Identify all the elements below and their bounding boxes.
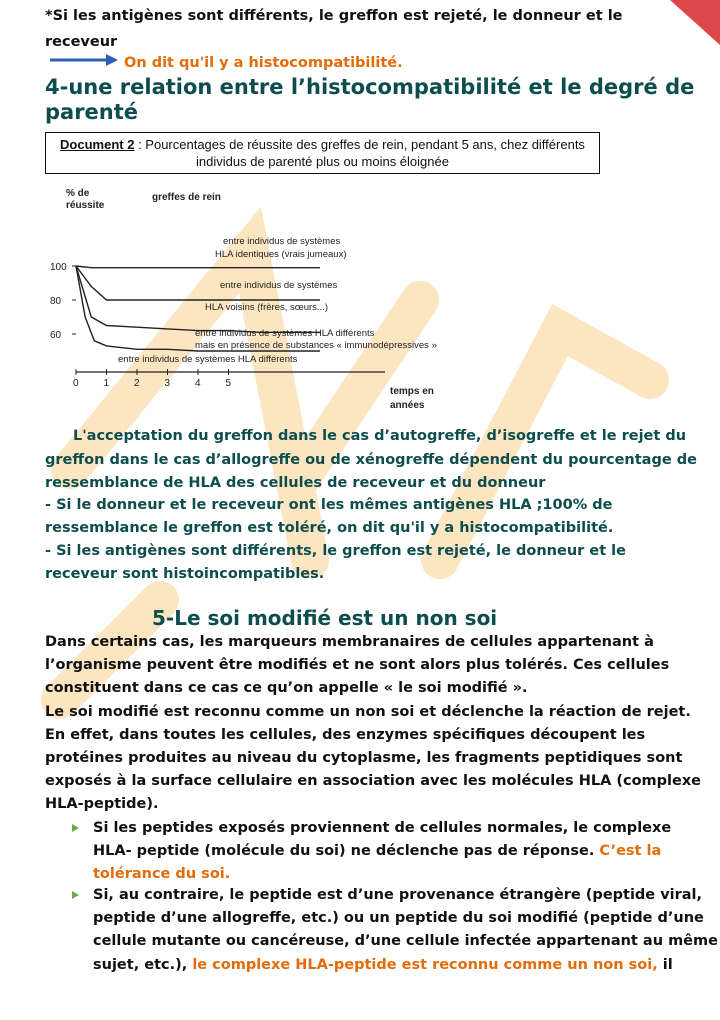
x-tick-label: 2 bbox=[134, 378, 140, 389]
bullet-2-line-1: Si, au contraire, le peptide est d’une provenance étrangère (peptide viral, bbox=[93, 887, 703, 903]
x-axis-label-line-1: temps en bbox=[390, 386, 434, 397]
para1-line-7: receveur sont histoincompatibles. bbox=[45, 566, 325, 582]
section-5-line-1: Dans certains cas, les marqueurs membranaires de cellules appartenant à bbox=[45, 634, 654, 650]
intro-line-2: receveur bbox=[45, 34, 118, 50]
para1-line-6: - Si les antigènes sont différents, le greffon est rejeté, le donneur et le bbox=[45, 543, 626, 559]
document-2-label: Document 2 bbox=[60, 137, 135, 152]
section-5-line-8: HLA-peptide). bbox=[45, 796, 159, 812]
series-line-immuno bbox=[76, 266, 320, 332]
y-tick-label: 80 bbox=[50, 296, 62, 307]
kidney-graft-chart bbox=[40, 180, 460, 415]
bullet-2-line-2: peptide d’une allogreffe, etc.) ou un peptide du soi modifié (peptide d’une bbox=[93, 910, 704, 926]
section-5-line-7: exposés à la surface cellulaire en association avec les molécules HLA (complexe bbox=[45, 773, 702, 789]
para1-line-3: ressemblance de HLA des cellules de receveur et du donneur bbox=[45, 475, 546, 491]
x-axis-label-line-2: années bbox=[390, 400, 425, 411]
document-2-caption bbox=[45, 132, 600, 174]
series-label-identical-line-2: HLA identiques (vrais jumeaux) bbox=[215, 249, 347, 260]
para1-line-2: greffon dans le cas d’allogreffe ou de xénogreffe dépendent du pourcentage de bbox=[45, 452, 697, 468]
series-label-immuno-line-1: entre individus de systèmes HLA différents bbox=[195, 328, 375, 339]
histocompat-note: On dit qu'il y a histocompatibilité. bbox=[124, 55, 403, 71]
series-label-identical-line-1: entre individus de systèmes bbox=[223, 236, 341, 247]
section-5-line-3: constituent dans ce cas ce qu’on appelle « le soi modifié ». bbox=[45, 680, 528, 696]
corner-decoration bbox=[650, 0, 720, 45]
x-tick-label: 4 bbox=[195, 378, 201, 389]
arrow-icon bbox=[48, 52, 120, 68]
para1-line-5: ressemblance le greffon est toléré, on dit qu'il y a histocompatibilité. bbox=[45, 520, 614, 536]
series-label-immuno-line-2: mais en présence de substances « immunodépressives » bbox=[195, 340, 437, 351]
document-2-caption-line-2: individus de parenté plus ou moins éloignée bbox=[196, 154, 449, 169]
bullet-2-line-4 bbox=[93, 957, 673, 973]
section-5-line-2: l’organisme peuvent être modifiés et ne sont alors plus tolérés. Ces cellules bbox=[45, 657, 670, 673]
bullet-2-line-3: cellule mutante ou cancéreuse, d’une cellule infectée appartenant au même bbox=[93, 933, 718, 949]
x-tick-label: 0 bbox=[73, 378, 79, 389]
bullet-2-line-4-end: il bbox=[657, 957, 673, 973]
section-5-title: 5-Le soi modifié est un non soi bbox=[152, 606, 498, 630]
y-axis-label-line-2: réussite bbox=[66, 200, 105, 211]
series-line-identical bbox=[76, 266, 320, 268]
section-5-line-6: protéines produites au niveau du cytoplasme, les fragments peptidiques sont bbox=[45, 750, 683, 766]
bullet-1-highlight: C’est la bbox=[599, 843, 662, 859]
bullet-arrow-icon bbox=[72, 824, 79, 832]
bullet-1-line-1: Si les peptides exposés proviennent de cellules normales, le complexe bbox=[93, 820, 672, 836]
section-4-title-line-1: 4-une relation entre l’histocompatibilité et le degré de bbox=[45, 75, 695, 99]
y-axis-label-line-1: % de bbox=[66, 188, 90, 199]
intro-line-1: *Si les antigènes sont différents, le greffon est rejeté, le donneur et le bbox=[45, 8, 623, 24]
x-tick-label: 3 bbox=[164, 378, 171, 389]
x-tick-label: 5 bbox=[225, 378, 232, 389]
bullet-arrow-icon bbox=[72, 891, 79, 899]
series-label-neighbour-line-2: HLA voisins (frères, sœurs...) bbox=[205, 302, 328, 313]
y-tick-label: 60 bbox=[50, 330, 62, 341]
bullet-1-line-2-text: HLA- peptide (molécule du soi) ne déclenche pas de réponse. bbox=[93, 843, 600, 859]
bullet-1-line-3: tolérance du soi. bbox=[93, 866, 231, 882]
section-5-line-4: Le soi modifié est reconnu comme un non soi et déclenche la réaction de rejet. bbox=[45, 704, 691, 720]
para1-line-4: - Si le donneur et le receveur ont les mêmes antigènes HLA ;100% de bbox=[45, 497, 613, 513]
bullet-1-line-2 bbox=[93, 843, 661, 859]
bullet-2-highlight: le complexe HLA-peptide est reconnu comme un non soi, bbox=[192, 957, 658, 973]
x-tick-label: 1 bbox=[103, 378, 110, 389]
series-label-neighbour-line-1: entre individus de systèmes bbox=[220, 280, 338, 291]
series-label-different: entre individus de systèmes HLA différents bbox=[118, 354, 298, 365]
y-tick-label: 100 bbox=[50, 262, 67, 273]
document-2-caption-line-1: : Pourcentages de réussite des greffes de rein, pendant 5 ans, chez différents bbox=[134, 137, 585, 152]
bullet-2-line-4-start: sujet, etc.), bbox=[93, 957, 193, 973]
section-4-title-line-2: parenté bbox=[45, 100, 139, 124]
section-5-line-5: En effet, dans toutes les cellules, des enzymes spécifiques découpent les bbox=[45, 727, 646, 743]
para1-line-1: L'acceptation du greffon dans le cas d’autogreffe, d’isogreffe et le rejet du bbox=[73, 428, 687, 444]
chart-title: greffes de rein bbox=[152, 192, 221, 203]
